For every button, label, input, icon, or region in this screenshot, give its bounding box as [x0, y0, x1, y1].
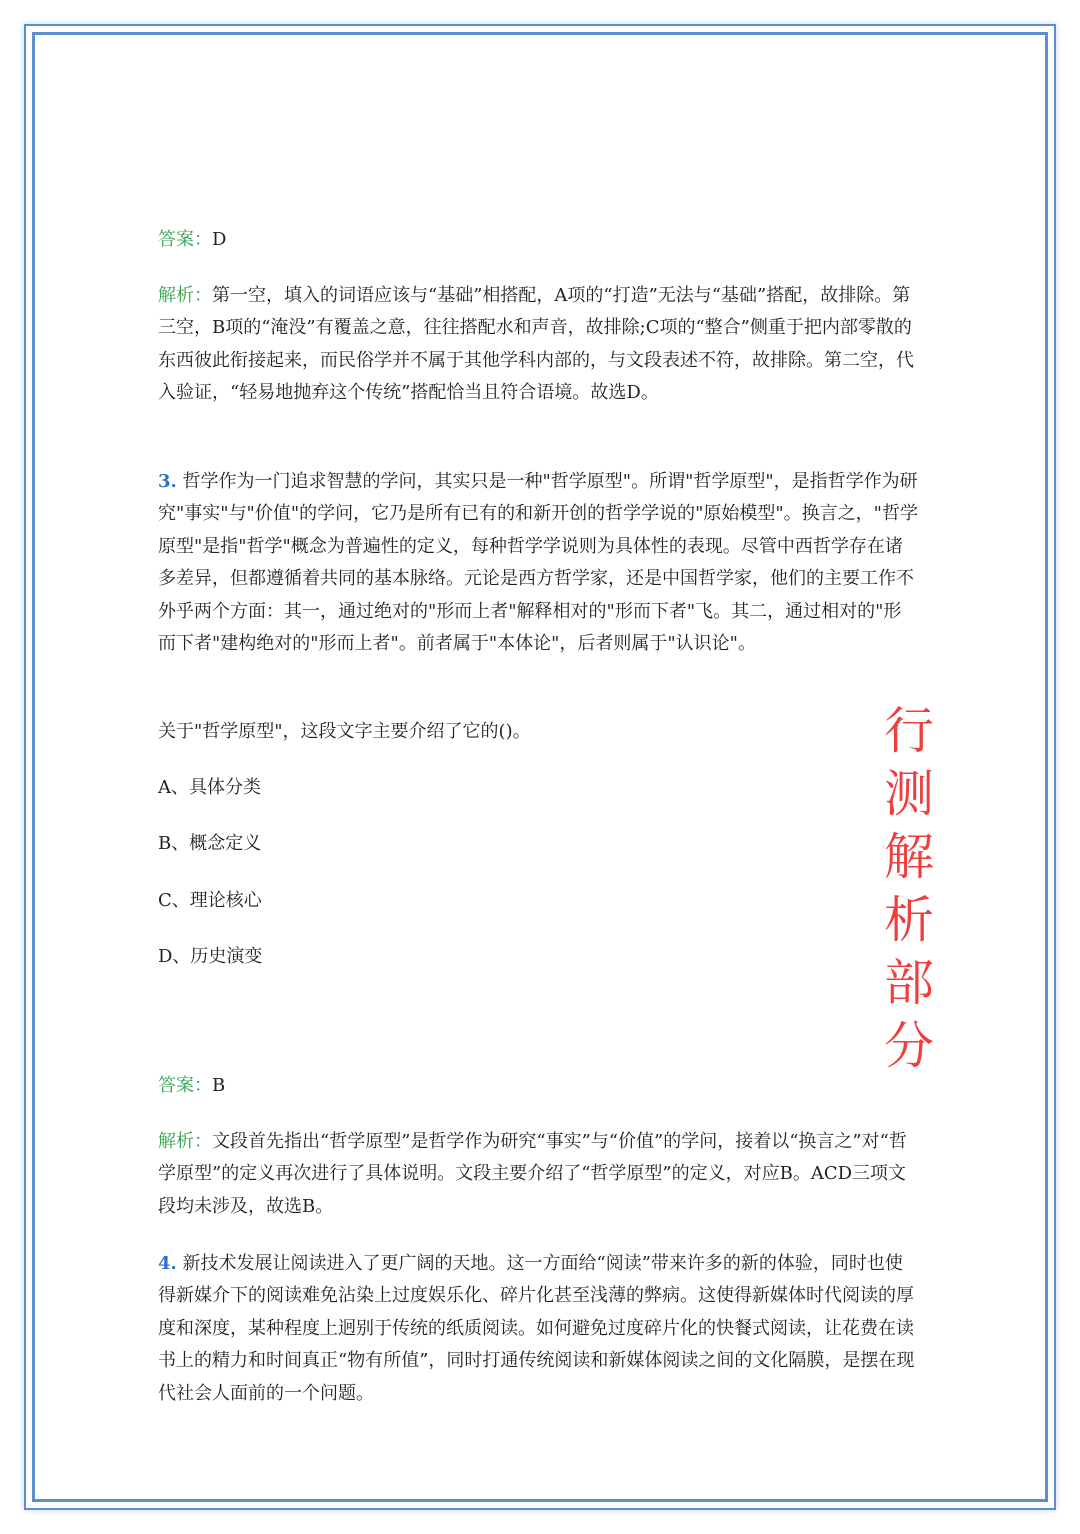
side-char: 析: [884, 891, 934, 949]
analysis-text: 第一空，填入的词语应该与“基础”相搭配，A项的“打造”无法与“基础”搭配，故排除。第三空，B项的“淹没”有覆盖之意，往往搭配水和声音，故排除;C项的“整合”侧重于把内部零散的东西彼此衔接起来，而民俗学并不属于其他学科内部的，与文段表述不符，故排除。第二空，代入验证，“轻易地抛弃这个传统”搭配恰当且符合语境。故选D。: [158, 285, 914, 404]
side-label: [882, 700, 936, 1078]
question-3-prompt: 关于"哲学原型"，这段文字主要介绍了它的()。: [158, 721, 531, 742]
side-char: 解: [884, 828, 934, 886]
option-c: C、理论核心: [158, 890, 262, 911]
question-3: [158, 466, 918, 660]
side-char: 分: [884, 1017, 934, 1075]
question-number: 3.: [158, 471, 177, 492]
answer-value: B: [212, 1075, 226, 1096]
option-b: B、概念定义: [158, 833, 262, 854]
option-a: A、具体分类: [158, 777, 261, 798]
analysis-label: 解析：: [158, 285, 212, 306]
question-4: [158, 1248, 918, 1410]
question-text: 哲学作为一门追求智慧的学问，其实只是一种"哲学原型"。所谓"哲学原型"，是指哲学作为研究"事实"与"价值"的学问，它乃是所有已有的和新开创的哲学学说的"原始模型"。换言之，"哲学原型"是指"哲学"概念为普遍性的定义，每种哲学学说则为具体性的表现。尽管中西哲学存在诸多差异，但都遵循着共同的基本脉络。元论是西方哲学家，还是中国哲学家，他们的主要工作不外乎两个方面：其一，通过绝对的"形而上者"解释相对的"形而下者"飞。其二，通过相对的"形而下者"建构绝对的"形而上者"。前者属于"本体论"，后者则属于"认识论"。: [158, 471, 918, 655]
analysis-2: [158, 1126, 918, 1223]
option-d: D、历史演变: [158, 946, 263, 967]
analysis-1: [158, 280, 918, 410]
question-text: 新技术发展让阅读进入了更广阔的天地。这一方面给“阅读”带来许多的新的体验，同时也使得新媒介下的阅读难免沾染上过度娱乐化、碎片化甚至浅薄的弊病。这使得新媒体时代阅读的厚度和深度，某种程度上迥别于传统的纸质阅读。如何避免过度碎片化的快餐式阅读，让花费在读书上的精力和时间真正“物有所值”，同时打通传统阅读和新媒体阅读之间的文化隔膜，是摆在现代社会人面前的一个问题。: [158, 1253, 915, 1404]
answer-value: D: [212, 229, 227, 250]
side-char: 部: [884, 954, 934, 1012]
answer-label: 答案：: [158, 229, 212, 250]
side-char: 行: [884, 702, 934, 760]
answer-2: [158, 1070, 918, 1102]
analysis-label: 解析：: [158, 1131, 212, 1152]
side-char: 测: [884, 765, 934, 823]
answer-1: [158, 224, 918, 256]
answer-label: 答案：: [158, 1075, 212, 1096]
analysis-text: 文段首先指出“哲学原型”是哲学作为研究“事实”与“价值”的学问，接着以“换言之”对“哲学原型”的定义再次进行了具体说明。文段主要介绍了“哲学原型”的定义，对应B。ACD三项文段均未涉及，故选B。: [158, 1131, 907, 1217]
question-number: 4.: [158, 1253, 177, 1274]
